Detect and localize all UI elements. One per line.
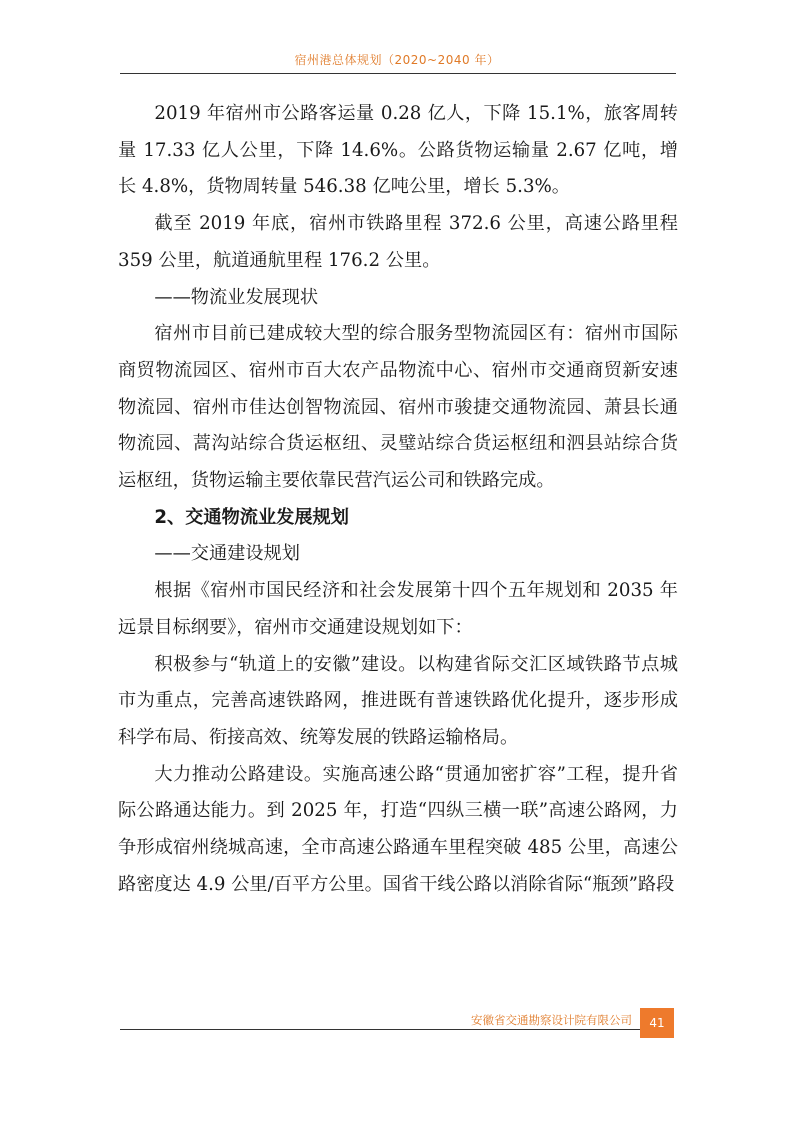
paragraph: 根据《宿州市国民经济和社会发展第十四个五年规划和 2035 年远景目标纲要》，宿州市交通建设规划如下：	[118, 580, 678, 638]
paragraph: 积极参与“轨道上的安徽”建设。以构建省际交汇区域铁路节点城市为重点，完善高速铁路网，推进既有普速铁路优化提升，逐步形成科学布局、衔接高效、统筹发展的铁路运输格局。	[118, 653, 678, 748]
subsection-title: ——物流业发展现状	[154, 286, 319, 308]
footer-divider	[120, 1029, 640, 1030]
document-body	[118, 96, 678, 903]
paragraph: 大力推动公路建设。实施高速公路“贯通加密扩容”工程，提升省际公路通达能力。到 2025 年，打造“四纵三横一联”高速公路网，力争形成宿州绕城高速，全市高速公路通车里程突破 485 公里，高速公路密度达 4.9 公里/百平方公里。国省干线公路以消除省际“瓶颈”路段	[118, 763, 678, 895]
paragraph: 2019 年宿州市公路客运量 0.28 亿人，下降 15.1%，旅客周转量 17.33 亿人公里，下降 14.6%。公路货物运输量 2.67 亿吨，增长 4.8%，货物周转量 546.38 亿吨公里，增长 5.3%。	[118, 103, 678, 198]
section-heading: 2、交通物流业发展规划	[154, 506, 349, 528]
footer-company: 安徽省交通勘察设计院有限公司	[471, 1013, 632, 1027]
page-number: 41	[640, 1008, 674, 1038]
paragraph: 宿州市目前已建成较大型的综合服务型物流园区有：宿州市国际商贸物流园区、宿州市百大农产品物流中心、宿州市交通商贸新安速物流园、宿州市佳达创智物流园、宿州市骏捷交通物流园、萧县长通物流园、蒿沟站综合货运枢纽、灵璧站综合货运枢纽和泗县站综合货运枢纽，货物运输主要依靠民营汽运公司和铁路完成。	[118, 323, 678, 492]
paragraph: 截至 2019 年底，宿州市铁路里程 372.6 公里，高速公路里程 359 公里，航道通航里程 176.2 公里。	[118, 213, 678, 271]
subsection-title: ——交通建设规划	[154, 543, 300, 565]
header-title: 宿州港总体规划（2020~2040 年）	[294, 53, 500, 67]
header-divider	[120, 73, 676, 74]
